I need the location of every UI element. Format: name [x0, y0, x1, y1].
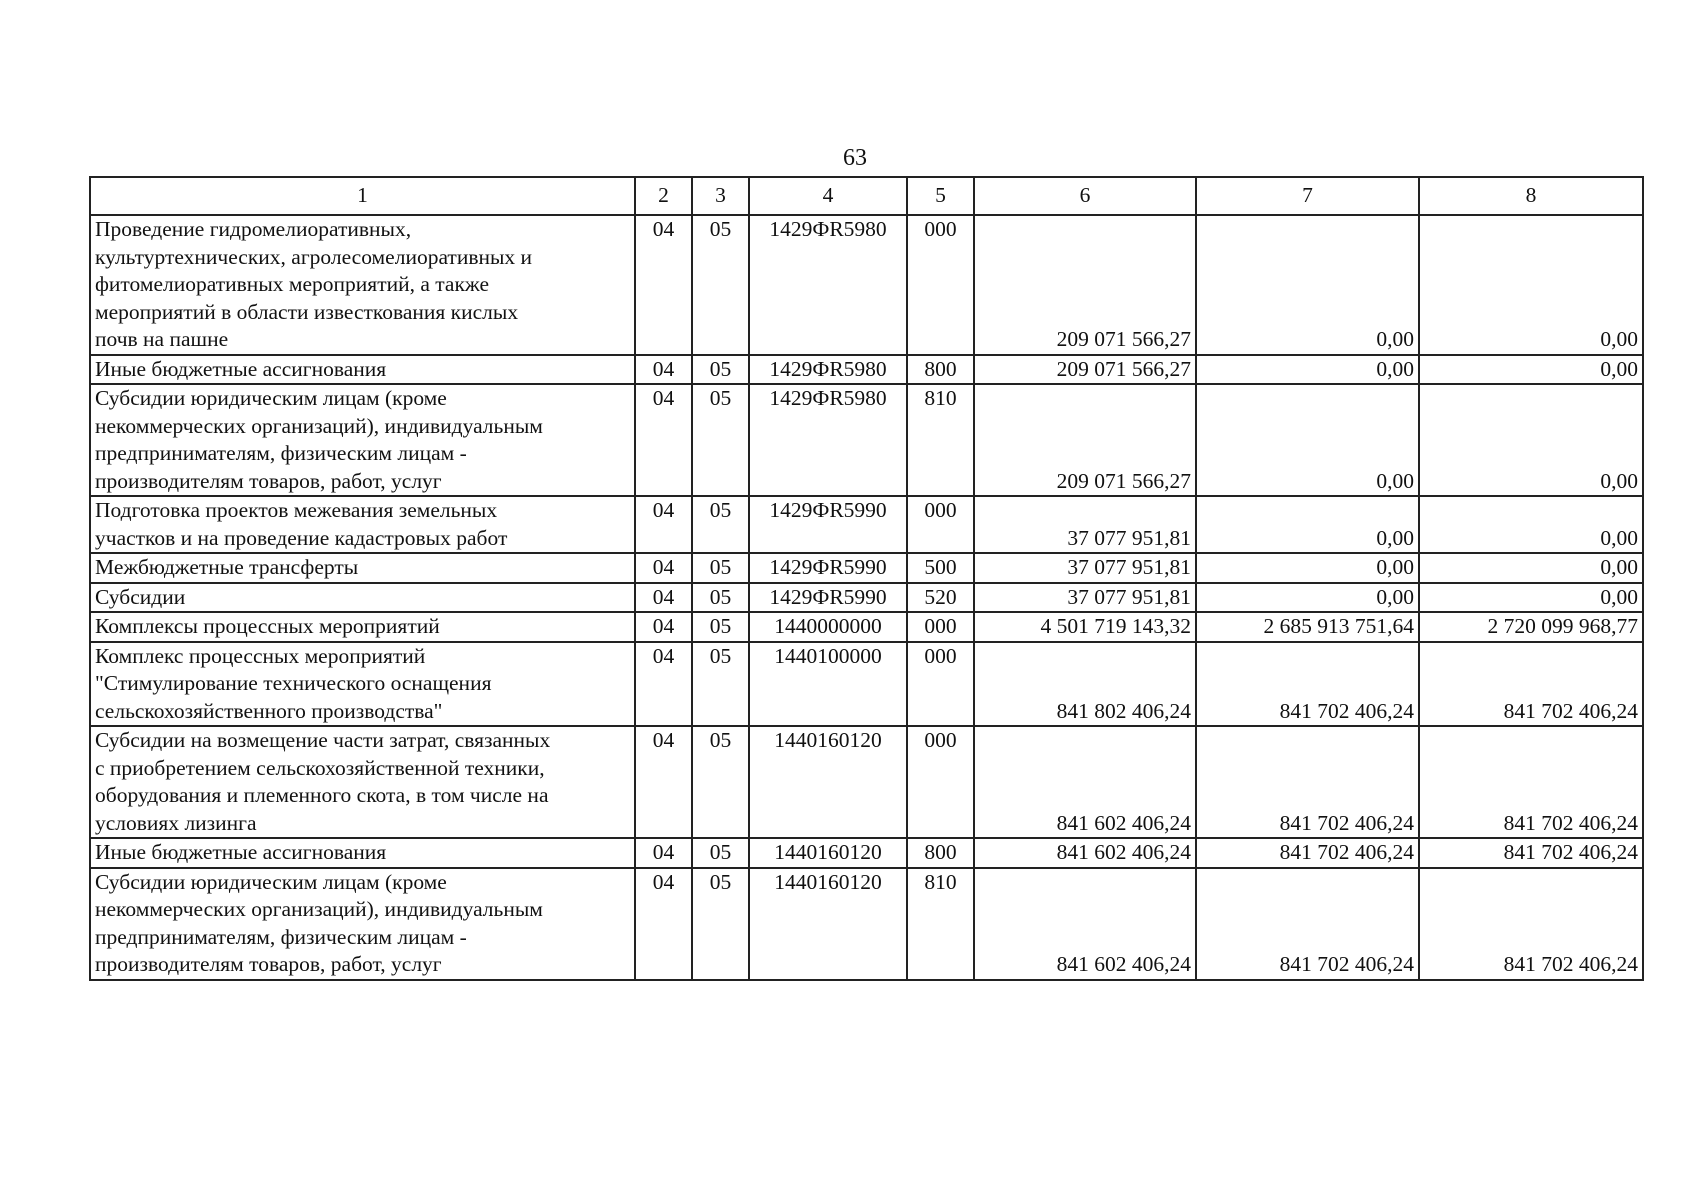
row-amount-col6: 4 501 719 143,32: [974, 612, 1196, 642]
row-name: Проведение гидромелиоративных, культуртехнических, агролесомелиоративных и фитомелиоративных мероприятий, а также мероприятий в области известкования кислых почв на пашне: [90, 215, 635, 355]
row-amount-col6: 209 071 566,27: [974, 215, 1196, 355]
row-amount-col7: 841 702 406,24: [1196, 642, 1419, 727]
row-name: Иные бюджетные ассигнования: [90, 355, 635, 385]
row-amount-col7: 841 702 406,24: [1196, 838, 1419, 868]
row-amount-col8: 0,00: [1419, 384, 1643, 496]
row-expense-type: 500: [907, 553, 974, 583]
table-row: [90, 612, 1643, 642]
row-subsection-code: 05: [692, 868, 749, 980]
row-amount-col6: 841 602 406,24: [974, 726, 1196, 838]
row-amount-col6: 37 077 951,81: [974, 496, 1196, 553]
row-amount-col8: 841 702 406,24: [1419, 642, 1643, 727]
row-amount-col6: 37 077 951,81: [974, 553, 1196, 583]
row-amount-col8: 0,00: [1419, 583, 1643, 613]
row-subsection-code: 05: [692, 355, 749, 385]
row-section-code: 04: [635, 868, 692, 980]
column-header: 7: [1196, 177, 1419, 215]
row-name: Комплексы процессных мероприятий: [90, 612, 635, 642]
row-subsection-code: 05: [692, 553, 749, 583]
table-row: [90, 583, 1643, 613]
row-amount-col7: 0,00: [1196, 553, 1419, 583]
row-amount-col8: 841 702 406,24: [1419, 838, 1643, 868]
table-row: [90, 496, 1643, 553]
row-section-code: 04: [635, 726, 692, 838]
table-row: [90, 215, 1643, 355]
row-amount-col8: 0,00: [1419, 355, 1643, 385]
row-expense-type: 800: [907, 838, 974, 868]
row-subsection-code: 05: [692, 384, 749, 496]
row-target-code: 1429ФR5990: [749, 496, 907, 553]
row-section-code: 04: [635, 642, 692, 727]
row-expense-type: 000: [907, 642, 974, 727]
row-amount-col6: 841 602 406,24: [974, 838, 1196, 868]
row-amount-col6: 209 071 566,27: [974, 384, 1196, 496]
row-amount-col7: 0,00: [1196, 215, 1419, 355]
row-subsection-code: 05: [692, 612, 749, 642]
row-amount-col8: 841 702 406,24: [1419, 726, 1643, 838]
row-expense-type: 000: [907, 612, 974, 642]
row-target-code: 1429ФR5980: [749, 384, 907, 496]
table-header-row: [90, 177, 1643, 215]
row-section-code: 04: [635, 355, 692, 385]
row-section-code: 04: [635, 384, 692, 496]
row-target-code: 1429ФR5990: [749, 553, 907, 583]
row-section-code: 04: [635, 838, 692, 868]
row-name: Субсидии: [90, 583, 635, 613]
row-target-code: 1429ФR5980: [749, 355, 907, 385]
column-header: 4: [749, 177, 907, 215]
row-amount-col7: 841 702 406,24: [1196, 726, 1419, 838]
row-target-code: 1440000000: [749, 612, 907, 642]
column-header: 2: [635, 177, 692, 215]
row-amount-col7: 0,00: [1196, 496, 1419, 553]
row-name: Комплекс процессных мероприятий "Стимулирование технического оснащения сельскохозяйственного производства": [90, 642, 635, 727]
row-amount-col8: 0,00: [1419, 496, 1643, 553]
row-amount-col7: 841 702 406,24: [1196, 868, 1419, 980]
row-section-code: 04: [635, 612, 692, 642]
row-subsection-code: 05: [692, 838, 749, 868]
table-row: [90, 838, 1643, 868]
row-name: Субсидии юридическим лицам (кроме некоммерческих организаций), индивидуальным предпринимателям, физическим лицам - производителям товаров, работ, услуг: [90, 384, 635, 496]
row-subsection-code: 05: [692, 583, 749, 613]
row-name: Субсидии юридическим лицам (кроме некоммерческих организаций), индивидуальным предпринимателям, физическим лицам - производителям товаров, работ, услуг: [90, 868, 635, 980]
column-header: 8: [1419, 177, 1643, 215]
row-amount-col8: 841 702 406,24: [1419, 868, 1643, 980]
row-target-code: 1440160120: [749, 868, 907, 980]
row-amount-col6: 209 071 566,27: [974, 355, 1196, 385]
row-amount-col8: 0,00: [1419, 553, 1643, 583]
row-amount-col8: 0,00: [1419, 215, 1643, 355]
row-section-code: 04: [635, 583, 692, 613]
row-amount-col8: 2 720 099 968,77: [1419, 612, 1643, 642]
row-amount-col7: 0,00: [1196, 355, 1419, 385]
row-amount-col6: 841 802 406,24: [974, 642, 1196, 727]
row-subsection-code: 05: [692, 726, 749, 838]
column-header: 1: [90, 177, 635, 215]
row-amount-col7: 0,00: [1196, 384, 1419, 496]
row-subsection-code: 05: [692, 642, 749, 727]
row-section-code: 04: [635, 215, 692, 355]
table-row: [90, 355, 1643, 385]
row-subsection-code: 05: [692, 215, 749, 355]
row-expense-type: 520: [907, 583, 974, 613]
budget-table: [89, 176, 1644, 981]
row-expense-type: 800: [907, 355, 974, 385]
row-amount-col6: 37 077 951,81: [974, 583, 1196, 613]
row-subsection-code: 05: [692, 496, 749, 553]
row-expense-type: 000: [907, 726, 974, 838]
row-name: Иные бюджетные ассигнования: [90, 838, 635, 868]
column-header: 3: [692, 177, 749, 215]
row-expense-type: 810: [907, 868, 974, 980]
column-header: 6: [974, 177, 1196, 215]
table-row: [90, 726, 1643, 838]
table-row: [90, 553, 1643, 583]
row-expense-type: 000: [907, 496, 974, 553]
row-expense-type: 810: [907, 384, 974, 496]
row-amount-col7: 0,00: [1196, 583, 1419, 613]
row-target-code: 1429ФR5980: [749, 215, 907, 355]
row-target-code: 1429ФR5990: [749, 583, 907, 613]
column-header: 5: [907, 177, 974, 215]
row-section-code: 04: [635, 496, 692, 553]
row-name: Субсидии на возмещение части затрат, связанных с приобретением сельскохозяйственной техники, оборудования и племенного скота, в том числе на условиях лизинга: [90, 726, 635, 838]
table-row: [90, 642, 1643, 727]
row-name: Межбюджетные трансферты: [90, 553, 635, 583]
row-target-code: 1440160120: [749, 838, 907, 868]
row-section-code: 04: [635, 553, 692, 583]
table-row: [90, 868, 1643, 980]
row-name: Подготовка проектов межевания земельных участков и на проведение кадастровых работ: [90, 496, 635, 553]
row-amount-col7: 2 685 913 751,64: [1196, 612, 1419, 642]
row-expense-type: 000: [907, 215, 974, 355]
table-row: [90, 384, 1643, 496]
row-target-code: 1440100000: [749, 642, 907, 727]
page-number: 63: [843, 145, 867, 171]
row-target-code: 1440160120: [749, 726, 907, 838]
row-amount-col6: 841 602 406,24: [974, 868, 1196, 980]
